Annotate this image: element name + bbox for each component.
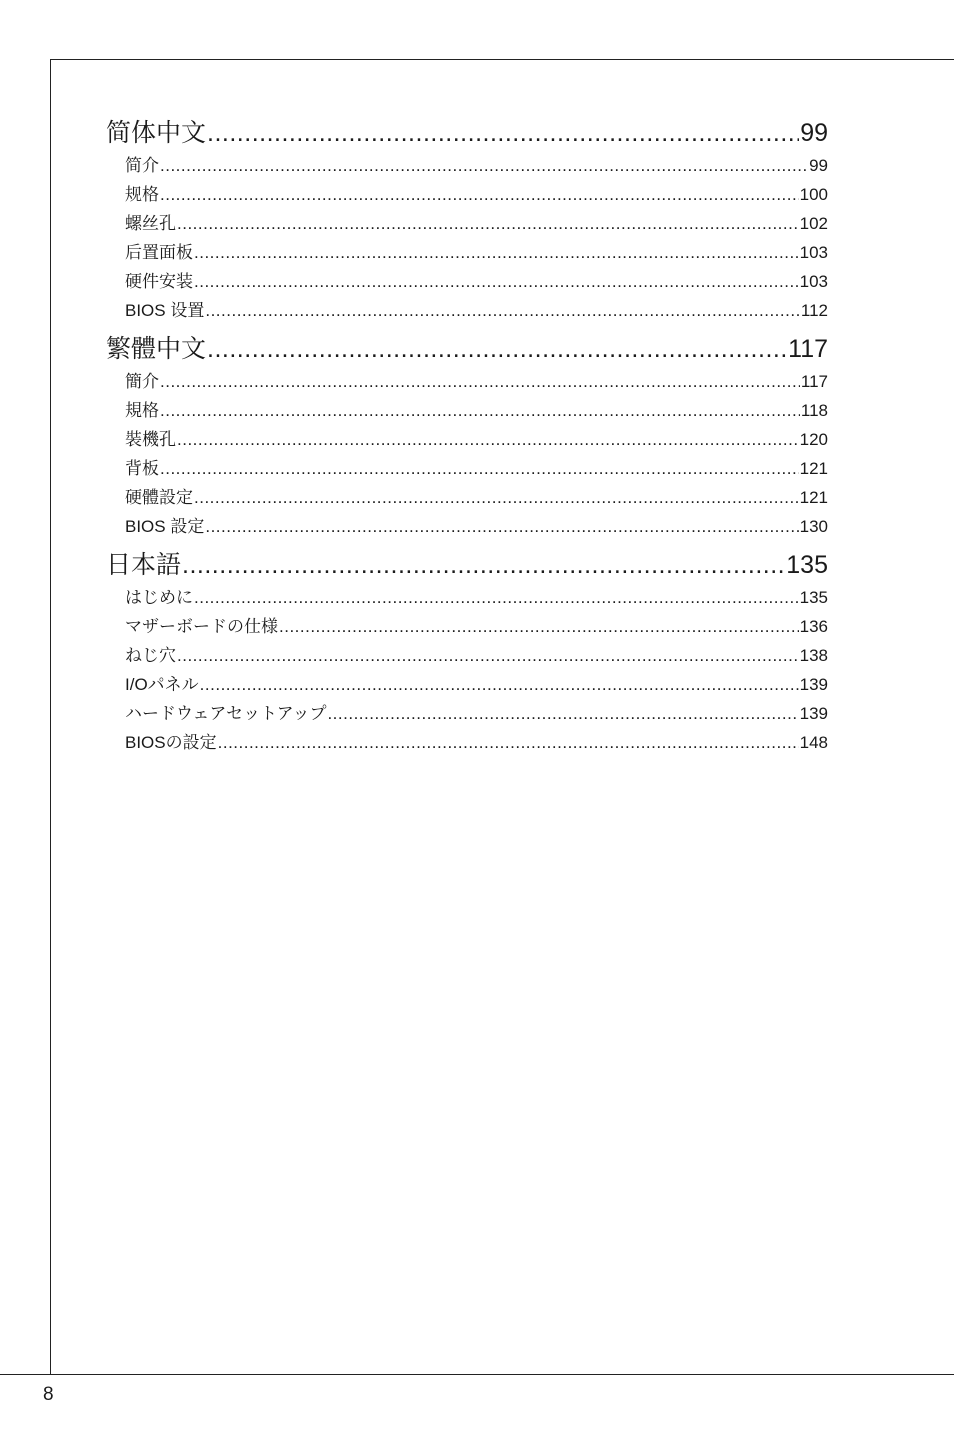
dot-leader	[177, 641, 799, 670]
toc-entry-title: はじめに	[125, 588, 193, 607]
toc-heading-page: 117	[788, 335, 828, 363]
dot-leader	[160, 396, 800, 425]
toc-entry[interactable]	[106, 728, 828, 757]
dot-leader	[160, 180, 799, 209]
toc-entry-title: 后置面板	[125, 243, 193, 262]
table-of-contents	[106, 116, 828, 764]
toc-entry[interactable]	[106, 238, 828, 267]
bottom-border-line	[0, 1374, 954, 1375]
toc-entry-title: マザーボードの仕様	[125, 617, 278, 636]
toc-entry-page: 130	[799, 517, 828, 536]
toc-entry-title: BIOS 设置	[125, 301, 205, 320]
toc-heading[interactable]	[106, 116, 828, 151]
toc-entry-page: 121	[799, 488, 828, 507]
dot-leader	[200, 670, 799, 699]
toc-heading[interactable]	[106, 332, 828, 367]
toc-heading-page: 135	[786, 551, 828, 579]
top-border-line	[50, 59, 954, 60]
dot-leader	[205, 296, 800, 325]
toc-entry[interactable]	[106, 151, 828, 180]
toc-entry-title: 簡介	[125, 372, 159, 391]
toc-entry[interactable]	[106, 699, 828, 728]
toc-entry-page: 135	[799, 588, 828, 607]
toc-entry-title: 规格	[125, 185, 159, 204]
toc-entry-page: 139	[799, 675, 828, 694]
toc-entry-page: 148	[799, 733, 828, 752]
toc-entry[interactable]	[106, 612, 828, 641]
dot-leader	[194, 267, 799, 296]
toc-entry[interactable]	[106, 367, 828, 396]
toc-entry-title: 背板	[125, 459, 159, 478]
toc-entry-page: 121	[799, 459, 828, 478]
toc-entry-page: 112	[800, 301, 828, 320]
toc-entry[interactable]	[106, 641, 828, 670]
toc-heading-title: 日本語	[106, 551, 182, 579]
toc-entry-title: 硬件安装	[125, 272, 193, 291]
toc-entry-title: 規格	[125, 401, 159, 420]
dot-leader	[182, 548, 785, 583]
toc-entry[interactable]	[106, 583, 828, 612]
toc-entry-title: I/Oパネル	[125, 675, 199, 694]
toc-entry-page: 118	[800, 401, 828, 420]
toc-heading-page: 99	[800, 119, 828, 147]
toc-entry-title: 螺丝孔	[125, 214, 176, 233]
toc-entry[interactable]	[106, 180, 828, 209]
toc-entry[interactable]	[106, 454, 828, 483]
toc-entry[interactable]	[106, 267, 828, 296]
toc-entry[interactable]	[106, 425, 828, 454]
dot-leader	[194, 583, 799, 612]
toc-heading-title: 繁體中文	[106, 335, 207, 363]
dot-leader	[218, 728, 799, 757]
toc-entry[interactable]	[106, 209, 828, 238]
dot-leader	[160, 151, 808, 180]
dot-leader	[279, 612, 799, 641]
toc-entry-page: 138	[799, 646, 828, 665]
toc-entry-title: ねじ穴	[125, 646, 176, 665]
toc-entry[interactable]	[106, 512, 828, 541]
dot-leader	[327, 699, 798, 728]
toc-entry-title: 裝機孔	[125, 430, 176, 449]
toc-entry-page: 99	[809, 156, 828, 175]
toc-heading[interactable]	[106, 548, 828, 583]
toc-entry-title: 硬體設定	[125, 488, 193, 507]
dot-leader	[205, 512, 798, 541]
toc-entry-title: BIOSの設定	[125, 733, 217, 752]
toc-entry[interactable]	[106, 396, 828, 425]
dot-leader	[177, 425, 799, 454]
dot-leader	[160, 454, 799, 483]
toc-section-traditional-chinese	[106, 332, 828, 541]
dot-leader	[160, 367, 800, 396]
toc-entry[interactable]	[106, 296, 828, 325]
toc-entry-page: 100	[799, 185, 828, 204]
toc-entry-page: 139	[799, 704, 828, 723]
page-number: 8	[43, 1384, 54, 1405]
toc-entry-title: 简介	[125, 156, 159, 175]
toc-entry[interactable]	[106, 483, 828, 512]
left-border-line	[50, 59, 51, 1375]
toc-entry-page: 102	[799, 214, 828, 233]
toc-entry-title: ハードウェアセットアップ	[125, 704, 327, 723]
dot-leader	[207, 332, 787, 367]
toc-entry-page: 136	[799, 617, 828, 636]
toc-entry-title: BIOS 設定	[125, 517, 205, 536]
toc-heading-title: 简体中文	[106, 119, 207, 147]
toc-entry[interactable]	[106, 670, 828, 699]
dot-leader	[194, 238, 799, 267]
dot-leader	[177, 209, 799, 238]
toc-entry-page: 120	[799, 430, 828, 449]
toc-entry-page: 103	[799, 243, 828, 262]
toc-entry-page: 117	[800, 372, 828, 391]
toc-entry-page: 103	[799, 272, 828, 291]
dot-leader	[194, 483, 799, 512]
toc-section-japanese	[106, 548, 828, 757]
toc-section-simplified-chinese	[106, 116, 828, 325]
dot-leader	[207, 116, 799, 151]
